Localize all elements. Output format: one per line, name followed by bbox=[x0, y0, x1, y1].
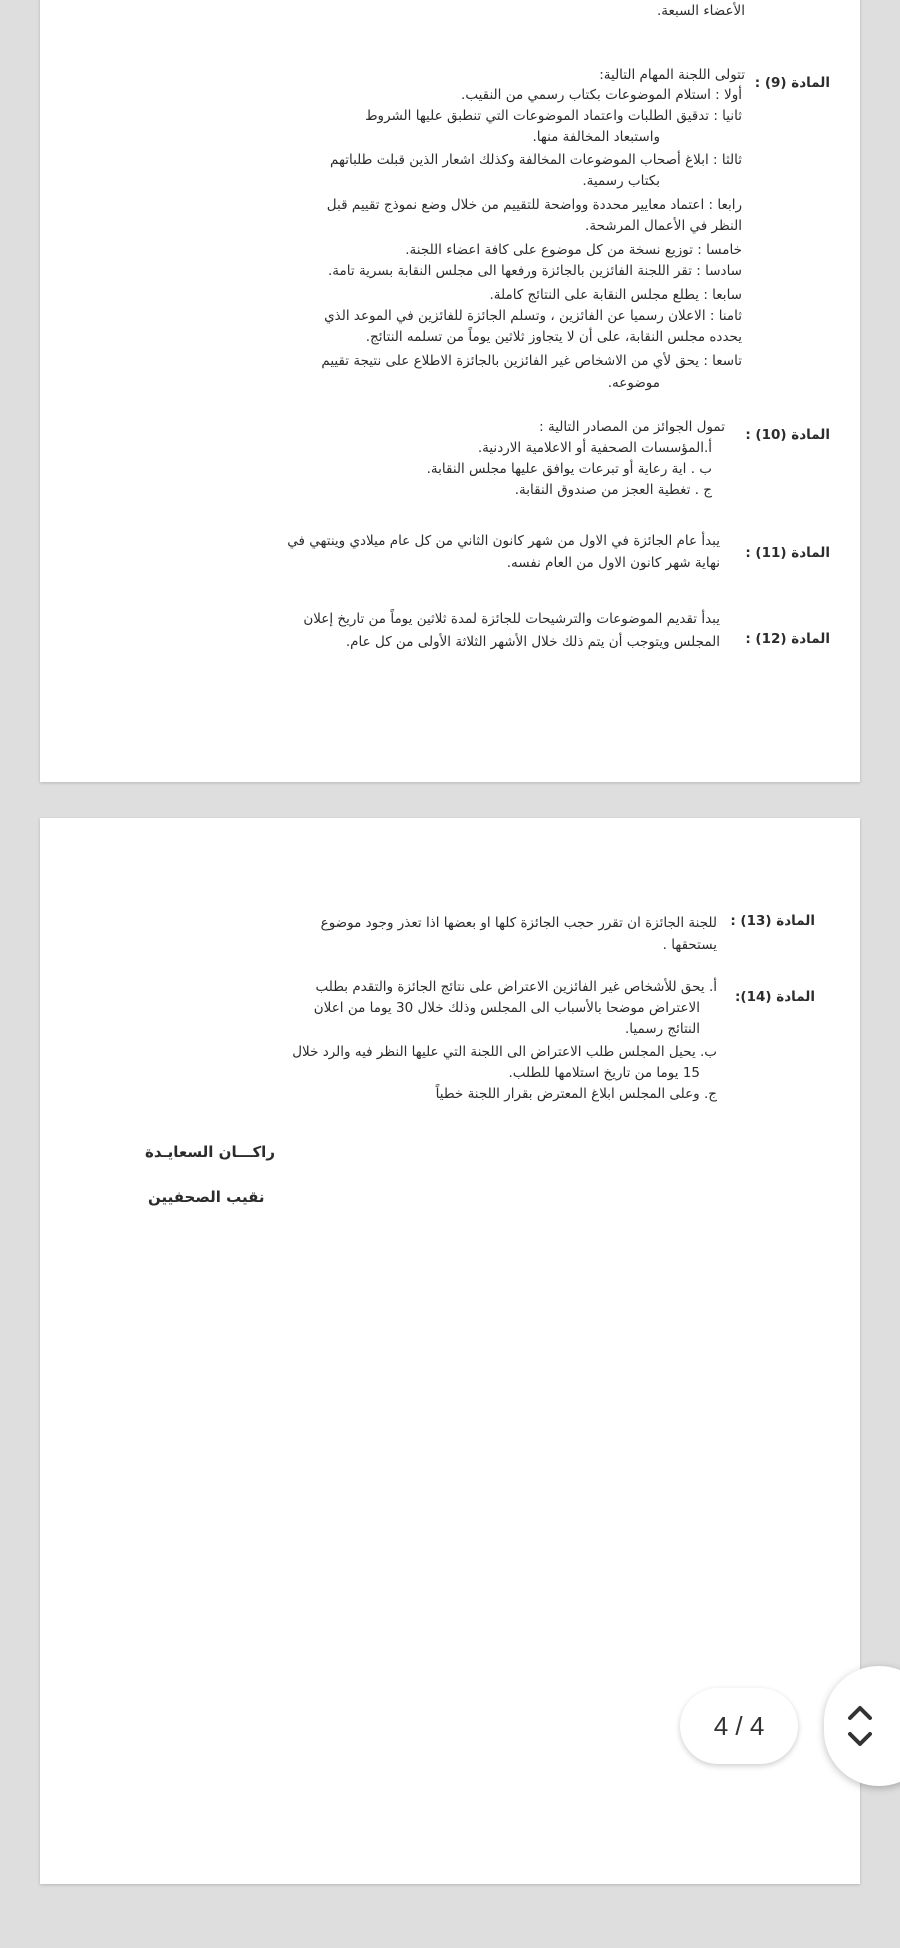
list-item: موضوعه. bbox=[607, 375, 660, 391]
article-13-line: للجنة الجائزة ان تقرر حجب الجائزة كلها او بعضها اذا تعذر وجود موضوع bbox=[320, 915, 717, 931]
article-10-intro: تمول الجوائز من المصادر التالية : bbox=[539, 419, 725, 435]
article-12-line: يبدأ تقديم الموضوعات والترشيحات للجائزة لمدة ثلاثين يوماً من تاريخ إعلان bbox=[303, 611, 720, 627]
list-item: خامسا : توزيع نسخة من كل موضوع على كافة اعضاء اللجنة. bbox=[405, 242, 742, 258]
document-page-3 bbox=[40, 0, 860, 782]
article-10-label: المادة (10) : bbox=[745, 427, 830, 443]
list-item: النتائج رسميا. bbox=[624, 1021, 700, 1037]
list-item: تاسعا : يحق لأي من الاشخاص غير الفائزين بالجائزة الاطلاع على نتيجة تقييم bbox=[321, 353, 742, 369]
list-item: 15 يوما من تاريخ استلامها للطلب. bbox=[508, 1065, 700, 1081]
signatory-title: نقيب الصحفيين bbox=[148, 1188, 265, 1206]
list-item: رابعا : اعتماد معايير محددة وواضحة للتقييم من خلال وضع نموذج تقييم قبل bbox=[326, 197, 742, 213]
list-item: ج. وعلى المجلس ابلاغ المعترض بقرار اللجنة خطياً bbox=[435, 1086, 717, 1102]
list-item: النظر في الأعمال المرشحة. bbox=[585, 218, 742, 234]
article-9-intro: تتولى اللجنة المهام التالية: bbox=[599, 67, 745, 83]
list-item: أ. يحق للأشخاص غير الفائزين الاعتراض على نتائج الجائزة والتقدم بطلب bbox=[315, 979, 717, 995]
list-item: ثامنا : الاعلان رسميا عن الفائزين ، وتسلم الجائزة للفائزين في الموعد الذي bbox=[324, 308, 742, 324]
page-number-indicator bbox=[680, 1688, 798, 1764]
list-item: ب . اية رعاية أو تبرعات يوافق عليها مجلس النقابة. bbox=[426, 461, 712, 477]
article-11-label: المادة (11) : bbox=[745, 545, 830, 561]
list-item: سادسا : تقر اللجنة الفائزين بالجائزة ورفعها الى مجلس النقابة بسرية تامة. bbox=[328, 263, 742, 279]
top-fragment: الأعضاء السبعة. bbox=[657, 3, 745, 19]
article-11-line: يبدأ عام الجائزة في الاول من شهر كانون الثاني من كل عام ميلادي وينتهي في bbox=[287, 533, 720, 549]
article-12-label: المادة (12) : bbox=[745, 631, 830, 647]
list-item: أولا : استلام الموضوعات بكتاب رسمي من النقيب. bbox=[461, 87, 742, 103]
up-down-arrows-icon bbox=[842, 1696, 878, 1756]
article-12-line: المجلس ويتوجب أن يتم ذلك خلال الأشهر الثلاثة الأولى من كل عام. bbox=[345, 634, 720, 650]
list-item: الاعتراض موضحا بالأسباب الى المجلس وذلك خلال 30 يوما من اعلان bbox=[313, 1000, 700, 1016]
list-item: ثانيا : تدقيق الطلبات واعتماد الموضوعات التي تنطبق عليها الشروط bbox=[365, 108, 742, 124]
list-item: يحدده مجلس النقابة، على أن لا يتجاوز ثلاثين يوماً من تسلمه النتائج. bbox=[365, 329, 742, 345]
list-item: ثالثا : ابلاغ أصحاب الموضوعات المخالفة وكذلك اشعار الذين قبلت طلباتهم bbox=[330, 152, 742, 168]
list-item: أ.المؤسسات الصحفية أو الاعلامية الاردنية. bbox=[477, 440, 712, 456]
article-11-line: نهاية شهر كانون الاول من العام نفسه. bbox=[506, 555, 720, 571]
list-item: سابعا : يطلع مجلس النقابة على النتائج كاملة. bbox=[489, 287, 742, 303]
article-13-label: المادة (13) : bbox=[730, 913, 815, 929]
article-13-line: يستحقها . bbox=[662, 937, 717, 953]
page-number-text: 4 / 4 bbox=[713, 1710, 765, 1741]
article-9-label: المادة (9) : bbox=[754, 75, 830, 91]
article-14-label: المادة (14): bbox=[735, 989, 815, 1005]
list-item: ج . تغطية العجز من صندوق النقابة. bbox=[514, 482, 712, 498]
list-item: واستبعاد المخالفة منها. bbox=[532, 129, 660, 145]
list-item: بكتاب رسمية. bbox=[582, 173, 660, 189]
signatory-name: راكـــان السعايـدة bbox=[145, 1143, 275, 1161]
list-item: ب. يحيل المجلس طلب الاعتراض الى اللجنة التي عليها النظر فيه والرد خلال bbox=[292, 1044, 717, 1060]
